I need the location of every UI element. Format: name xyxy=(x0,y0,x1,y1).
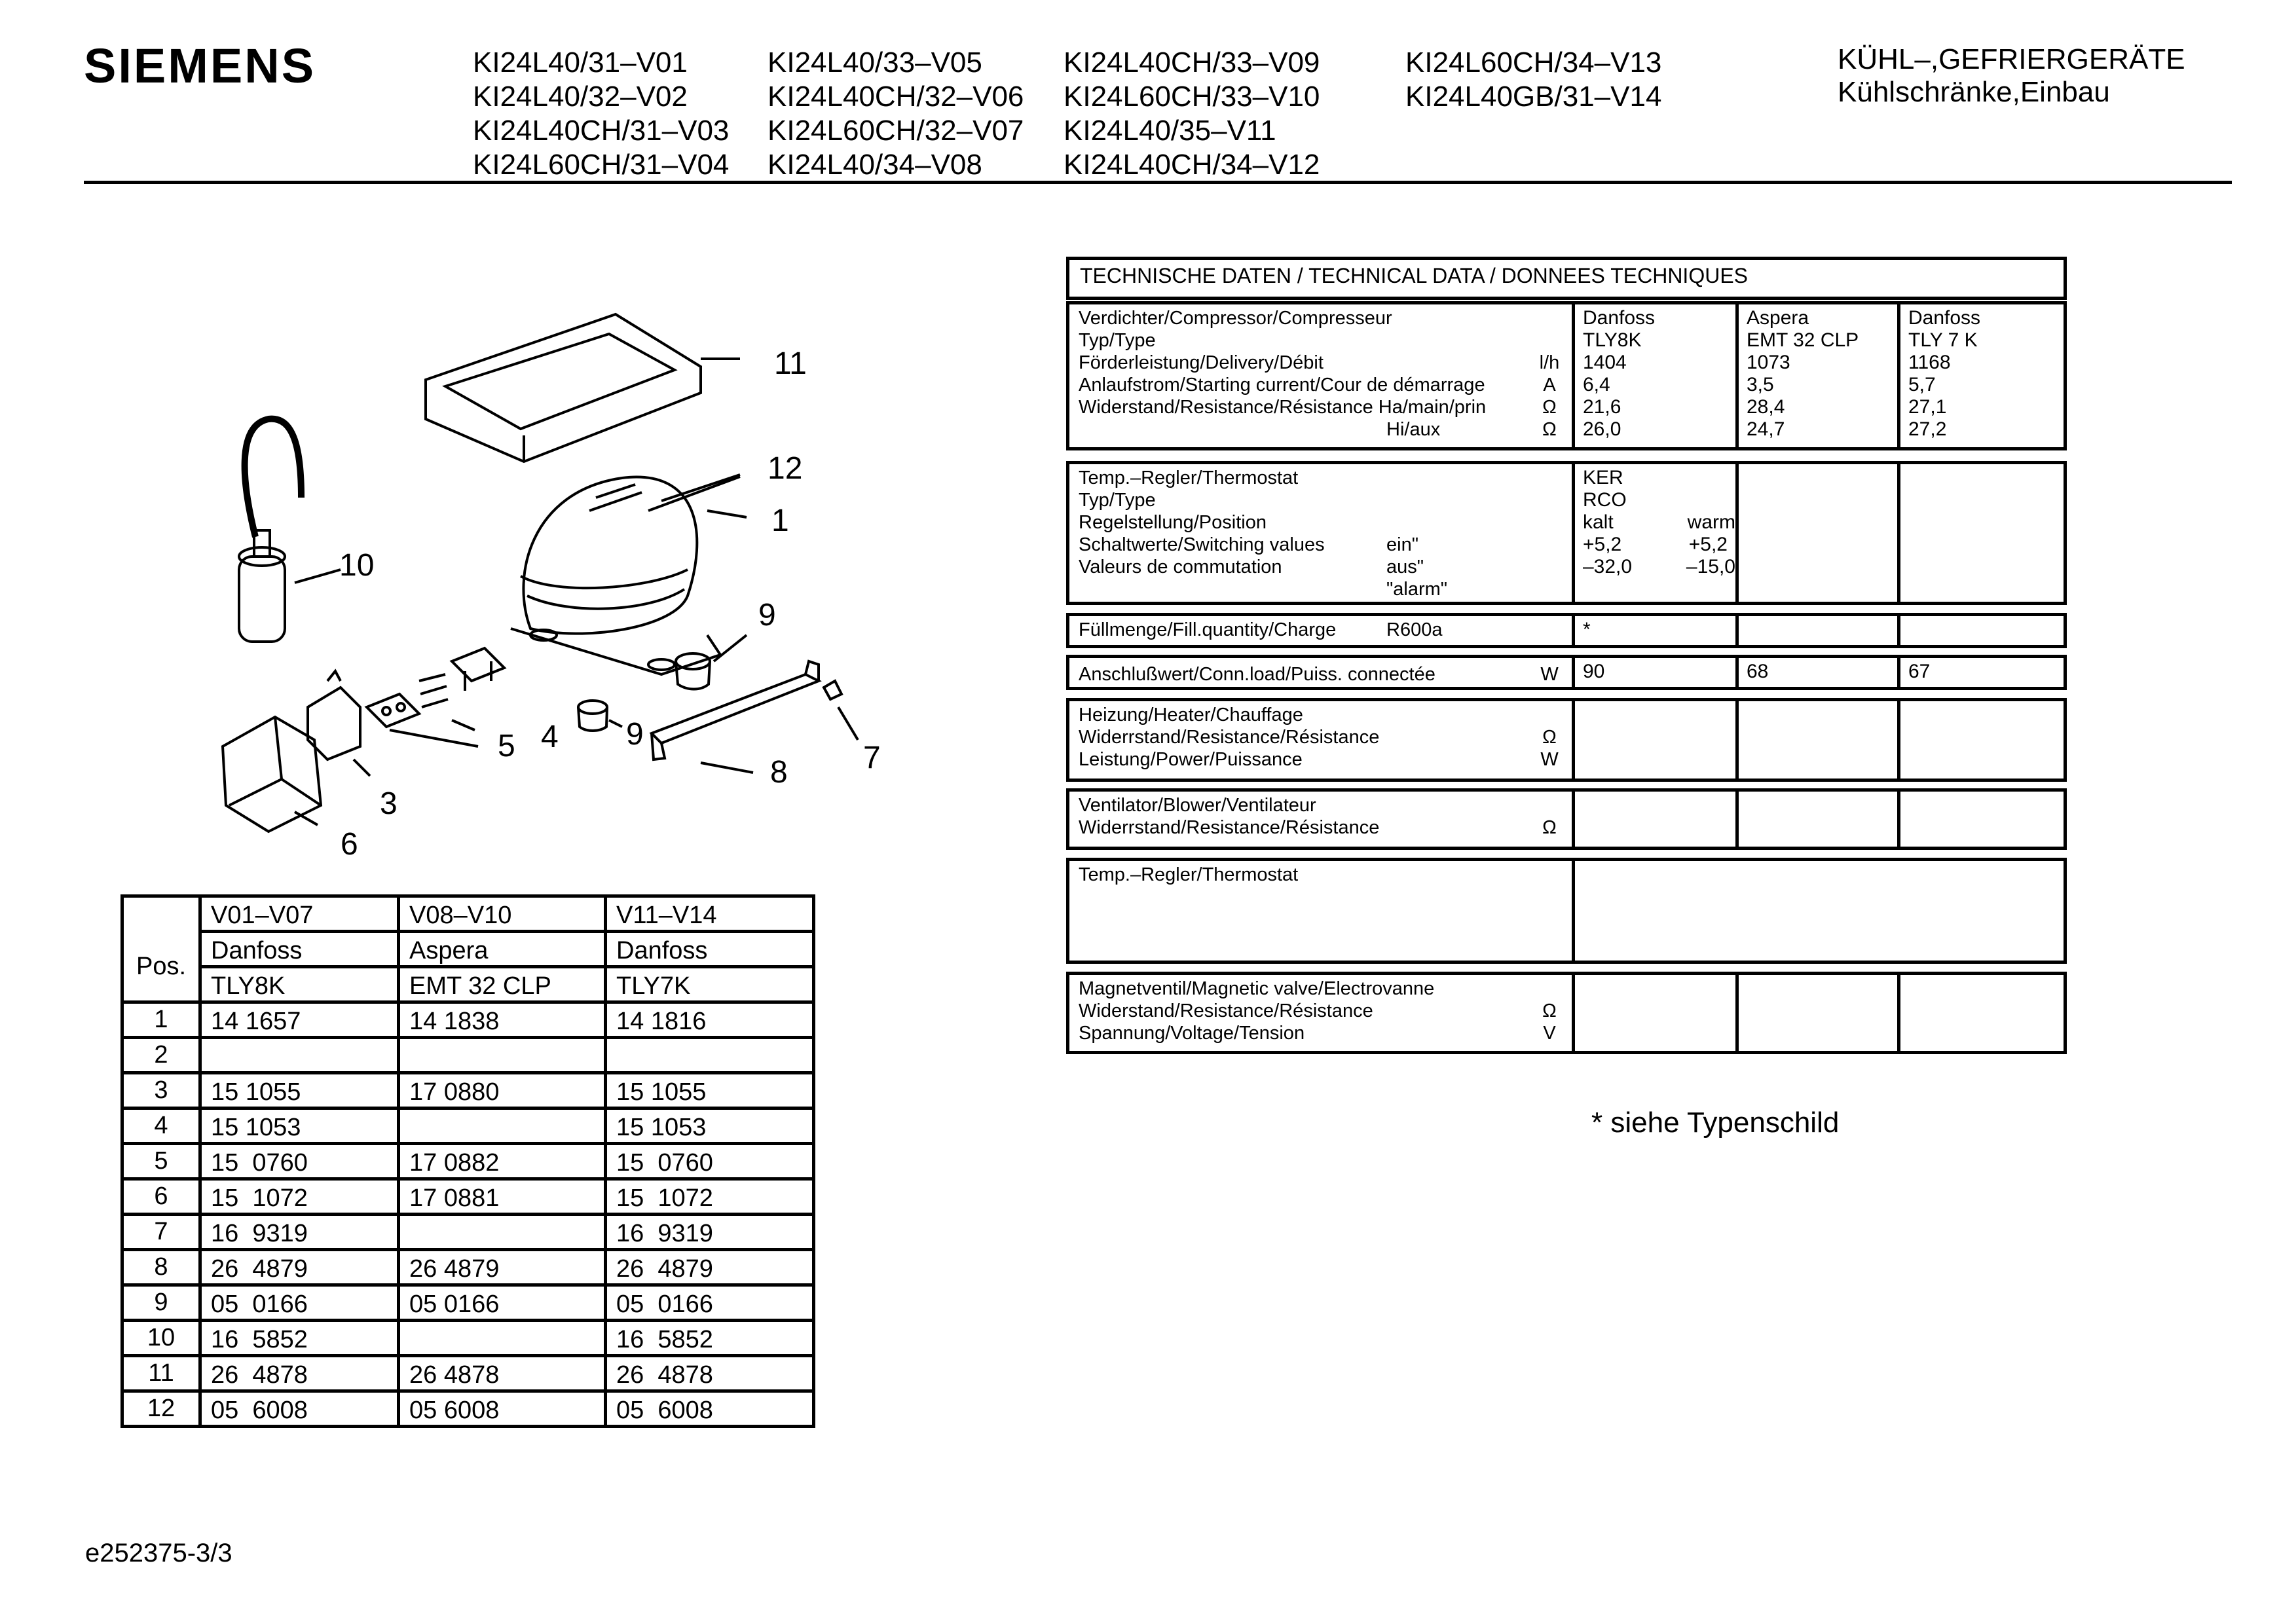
part-number-cell: 14 1657 xyxy=(200,1002,399,1038)
label-text: Anlaufstrom/Starting current/Cour de démarrage xyxy=(1079,375,1485,395)
unit: V xyxy=(1543,1023,1556,1044)
pos-cell: 3 xyxy=(122,1073,200,1108)
heater-labels xyxy=(1069,701,1575,779)
part-number-cell xyxy=(200,1038,399,1073)
unit: W xyxy=(1540,664,1559,685)
pos-cell: 8 xyxy=(122,1250,200,1285)
value: +5,2 xyxy=(1688,534,1728,555)
table-row xyxy=(122,1073,814,1108)
value: TLY8K xyxy=(1583,329,1642,351)
blower-labels xyxy=(1069,792,1575,847)
value: Danfoss xyxy=(1908,307,1981,329)
value: –32,0 xyxy=(1583,556,1633,577)
part-number-cell: 26 4878 xyxy=(399,1356,606,1391)
thermostat-labels xyxy=(1069,464,1575,602)
unit: Ω xyxy=(1542,419,1557,440)
part-number-cell: 05 0166 xyxy=(399,1285,606,1321)
model-column-4 xyxy=(1405,46,1661,114)
value: 90 xyxy=(1575,658,1739,687)
value xyxy=(1575,975,1739,1051)
type-header: TLY7K xyxy=(606,967,814,1002)
model-column-2 xyxy=(768,46,1024,182)
value xyxy=(1575,792,1739,847)
model-column-1 xyxy=(473,46,729,182)
table-row xyxy=(122,1356,814,1391)
model-code: KI24L40/32–V02 xyxy=(473,81,688,113)
category-line-1: KÜHL–,GEFRIERGERÄTE xyxy=(1838,43,2185,75)
part-number-cell: 15 0760 xyxy=(606,1144,814,1179)
value: KER xyxy=(1583,467,1623,488)
category-line-2: Kühlschränke,Einbau xyxy=(1838,76,2110,108)
part-number-cell: 15 1072 xyxy=(606,1179,814,1215)
part-number-cell: 26 4879 xyxy=(399,1250,606,1285)
model-code: KI24L40CH/32–V06 xyxy=(768,81,1024,113)
pos-cell: 10 xyxy=(122,1321,200,1356)
type-header: TLY8K xyxy=(200,967,399,1002)
compressor-labels xyxy=(1069,304,1575,447)
label-text: Ventilator/Blower/Ventilateur xyxy=(1079,795,1316,816)
brand-logo: SIEMENS xyxy=(84,39,316,93)
unit xyxy=(1536,704,1563,726)
tech-data-title-box xyxy=(1066,257,2067,300)
callout-label: 6 xyxy=(341,827,358,862)
part-number-cell: 15 0760 xyxy=(200,1144,399,1179)
part-number-cell: 05 0166 xyxy=(606,1285,814,1321)
table-row xyxy=(122,1144,814,1179)
label-text: Regelstellung/Position xyxy=(1079,512,1267,533)
value: 24,7 xyxy=(1747,418,1785,440)
value xyxy=(1900,616,2061,645)
value xyxy=(1900,975,2061,1051)
model-code: KI24L40/35–V11 xyxy=(1064,115,1276,147)
type-header: EMT 32 CLP xyxy=(399,967,606,1002)
valve-section xyxy=(1066,972,2067,1054)
part-number-cell xyxy=(399,1215,606,1250)
value: –15,0 xyxy=(1686,556,1735,577)
grommet-part xyxy=(578,701,607,731)
part-number-cell xyxy=(399,1108,606,1144)
part-number-cell: 05 0166 xyxy=(200,1285,399,1321)
value xyxy=(1900,701,2061,779)
value xyxy=(1575,701,1739,779)
table-row xyxy=(122,1321,814,1356)
table-row xyxy=(122,1250,814,1285)
value: 26,0 xyxy=(1583,418,1621,440)
model-code: KI24L40/33–V05 xyxy=(768,46,982,79)
pos-cell: 1 xyxy=(122,1002,200,1038)
clip-part xyxy=(824,681,842,699)
value: * xyxy=(1575,616,1739,645)
value: 1404 xyxy=(1583,352,1627,373)
part-number-cell: 15 1055 xyxy=(606,1073,814,1108)
unit: Ω xyxy=(1542,1000,1557,1021)
value: 1168 xyxy=(1908,352,1951,373)
value xyxy=(1739,975,1900,1051)
label-text: Magnetventil/Magnetic valve/Electrovanne xyxy=(1079,978,1435,999)
label-text: Widerrstand/Resistance/Résistance xyxy=(1079,727,1380,748)
make-header: Danfoss xyxy=(606,932,814,967)
make-header: Aspera xyxy=(399,932,606,967)
model-code: KI24L40/34–V08 xyxy=(768,149,982,181)
compressor-col-1 xyxy=(1575,304,1739,447)
blower-section xyxy=(1066,788,2067,850)
variant-header: V08–V10 xyxy=(399,896,606,932)
value: 3,5 xyxy=(1747,374,1774,395)
label-text: Verdichter/Compressor/Compresseur xyxy=(1079,308,1392,329)
part-number-cell xyxy=(606,1038,814,1073)
model-code: KI24L40CH/34–V12 xyxy=(1064,149,1320,181)
part-number-cell: 15 1053 xyxy=(606,1108,814,1144)
header-row xyxy=(122,896,814,932)
value: RCO xyxy=(1583,489,1627,511)
value: Danfoss xyxy=(1583,307,1656,329)
table-row xyxy=(122,1179,814,1215)
value: 27,1 xyxy=(1908,396,1947,418)
value: 6,4 xyxy=(1583,374,1610,395)
label-text: Schaltwerte/Switching values xyxy=(1079,534,1325,555)
label-text: Widerstand/Resistance/Résistance xyxy=(1079,1000,1373,1021)
part-number-cell: 14 1816 xyxy=(606,1002,814,1038)
part-number-cell: 16 5852 xyxy=(200,1321,399,1356)
variant-header: V01–V07 xyxy=(200,896,399,932)
value: EMT 32 CLP xyxy=(1747,329,1859,351)
value: 21,6 xyxy=(1583,396,1621,418)
pins-part xyxy=(419,674,448,707)
part-number-cell: 15 1055 xyxy=(200,1073,399,1108)
part-number-cell: 26 4878 xyxy=(606,1356,814,1391)
unit: l/h xyxy=(1539,352,1560,373)
compressor-section xyxy=(1066,301,2067,450)
part-number-cell: 05 6008 xyxy=(606,1391,814,1427)
header-row xyxy=(122,932,814,967)
connected-load-section xyxy=(1066,655,2067,690)
part-number-cell: 26 4879 xyxy=(606,1250,814,1285)
part-number-cell: 16 5852 xyxy=(606,1321,814,1356)
model-code: KI24L40GB/31–V14 xyxy=(1405,81,1662,113)
part-number-cell: 16 9319 xyxy=(200,1215,399,1250)
value: 5,7 xyxy=(1908,374,1936,395)
model-code: KI24L40CH/31–V03 xyxy=(473,115,730,147)
unit: Ω xyxy=(1542,817,1557,838)
label-text: Anschlußwert/Conn.load/Puiss. connectée xyxy=(1079,664,1435,685)
part-number-cell: 26 4878 xyxy=(200,1356,399,1391)
pos-cell: 7 xyxy=(122,1215,200,1250)
thermostat2-section xyxy=(1066,858,2067,964)
part-number-cell: 14 1838 xyxy=(399,1002,606,1038)
unit: A xyxy=(1543,375,1556,395)
model-code: KI24L60CH/33–V10 xyxy=(1064,81,1320,113)
model-code: KI24L60CH/32–V07 xyxy=(768,115,1024,147)
part-number-cell: 17 0880 xyxy=(399,1073,606,1108)
label-text: Widerstand/Resistance/Résistance Ha/main/prin xyxy=(1079,397,1487,418)
refrigerant: R600a xyxy=(1386,619,1443,640)
value xyxy=(1575,861,2061,961)
model-code: KI24L60CH/34–V13 xyxy=(1405,46,1662,79)
label-text: Temp.–Regler/Thermostat xyxy=(1079,864,1299,885)
value: 68 xyxy=(1739,658,1900,687)
compressor-col-2 xyxy=(1739,304,1900,447)
label-text: Förderleistung/Delivery/Débit xyxy=(1079,352,1324,373)
callout-label: 4 xyxy=(541,720,559,754)
unit: Ω xyxy=(1542,727,1557,748)
pos-cell: 4 xyxy=(122,1108,200,1144)
callout-label: 11 xyxy=(774,346,807,381)
variant-header: V11–V14 xyxy=(606,896,814,932)
thermostat2-label xyxy=(1069,861,1575,961)
value: 27,2 xyxy=(1908,418,1947,440)
value xyxy=(1739,701,1900,779)
value: Aspera xyxy=(1747,307,1809,329)
part-number-cell: 17 0882 xyxy=(399,1144,606,1179)
label-text: Typ/Type xyxy=(1079,490,1156,511)
value: 1073 xyxy=(1747,352,1790,373)
header-rule xyxy=(84,181,2232,184)
label-text: Widerrstand/Resistance/Résistance xyxy=(1079,817,1380,838)
parts-table xyxy=(120,894,815,1428)
part-number-cell: 17 0881 xyxy=(399,1179,606,1215)
compressor-part xyxy=(511,477,720,674)
header-row xyxy=(122,967,814,1002)
value: TLY 7 K xyxy=(1908,329,1978,351)
model-code: KI24L60CH/31–V04 xyxy=(473,149,730,181)
table-row xyxy=(122,1108,814,1144)
fill-quantity-section xyxy=(1066,613,2067,648)
part-number-cell: 05 6008 xyxy=(399,1391,606,1427)
heater-section xyxy=(1066,698,2067,782)
callout-label: 8 xyxy=(770,755,788,790)
label-text: Leistung/Power/Puissance xyxy=(1079,749,1303,770)
plug-block-part xyxy=(367,694,419,727)
value xyxy=(1739,616,1900,645)
callout-label: 1 xyxy=(771,504,789,538)
part-number-cell: 15 1072 xyxy=(200,1179,399,1215)
model-column-3 xyxy=(1064,46,1320,182)
label-text: aus" xyxy=(1386,557,1424,577)
make-header: Danfoss xyxy=(200,932,399,967)
label-text: "alarm" xyxy=(1386,579,1448,600)
fill-label xyxy=(1069,616,1575,645)
part-number-cell xyxy=(399,1038,606,1073)
label-text: Valeurs de commutation xyxy=(1079,557,1282,577)
callout-label: 9 xyxy=(758,598,776,632)
thermostat-col-2 xyxy=(1739,464,1900,602)
model-code: KI24L40CH/33–V09 xyxy=(1064,46,1320,79)
part-number-cell: 15 1053 xyxy=(200,1108,399,1144)
unit: W xyxy=(1540,749,1559,770)
table-row xyxy=(122,1038,814,1073)
callout-label: 10 xyxy=(339,548,375,583)
table-row xyxy=(122,1285,814,1321)
pos-cell: 2 xyxy=(122,1038,200,1073)
value: 28,4 xyxy=(1747,396,1785,418)
valve-labels xyxy=(1069,975,1575,1051)
value: +5,2 xyxy=(1583,534,1622,555)
pos-cell: 11 xyxy=(122,1356,200,1391)
callout-label: 5 xyxy=(498,729,515,763)
pos-cell: 12 xyxy=(122,1391,200,1427)
relay-cover-part xyxy=(223,717,321,832)
conn-label xyxy=(1069,658,1575,687)
pos-cell: 5 xyxy=(122,1144,200,1179)
document-id: e252375-3/3 xyxy=(85,1539,232,1567)
callout-label: 7 xyxy=(863,741,881,775)
label-text: Temp.–Regler/Thermostat xyxy=(1079,467,1299,488)
value xyxy=(1739,792,1900,847)
drip-tray-part xyxy=(426,314,701,462)
table-row xyxy=(122,1215,814,1250)
pos-cell: 6 xyxy=(122,1179,200,1215)
unit xyxy=(1536,794,1563,816)
value: warm xyxy=(1687,511,1735,533)
label-text: Hi/aux xyxy=(1386,419,1441,440)
category xyxy=(1838,43,2185,109)
label-text: Spannung/Voltage/Tension xyxy=(1079,1023,1305,1044)
model-code: KI24L40/31–V01 xyxy=(473,46,688,79)
unit: Ω xyxy=(1542,397,1557,418)
label-text: ein" xyxy=(1386,534,1418,555)
label-text: Typ/Type xyxy=(1079,330,1156,351)
callout-label: 3 xyxy=(380,786,398,821)
relay-cap-with-wire-part xyxy=(239,419,301,642)
thermostat-col-3 xyxy=(1900,464,2061,602)
callout-label: 12 xyxy=(768,451,803,486)
label-text: Füllmenge/Fill.quantity/Charge xyxy=(1079,619,1337,640)
type-plate-note: * siehe Typenschild xyxy=(1591,1107,1840,1139)
table-row xyxy=(122,1002,814,1038)
table-row xyxy=(122,1391,814,1427)
unit xyxy=(1536,978,1563,1000)
pos-header: Pos. xyxy=(122,896,200,1002)
label-text: Heizung/Heater/Chauffage xyxy=(1079,705,1303,725)
thermostat-col-1 xyxy=(1575,464,1739,602)
terminal-part xyxy=(452,648,504,691)
thermostat-section xyxy=(1066,461,2067,605)
part-number-cell: 05 6008 xyxy=(200,1391,399,1427)
pos-cell: 9 xyxy=(122,1285,200,1321)
value xyxy=(1900,792,2061,847)
tech-data-title: TECHNISCHE DATEN / TECHNICAL DATA / DONNEES TECHNIQUES xyxy=(1080,264,1748,287)
part-number-cell xyxy=(399,1321,606,1356)
callout-label: 9 xyxy=(626,717,644,752)
value: 67 xyxy=(1908,661,1931,682)
unit xyxy=(1536,307,1563,329)
part-number-cell: 26 4879 xyxy=(200,1250,399,1285)
compressor-col-3 xyxy=(1900,304,2061,447)
unit xyxy=(1536,329,1563,352)
value: kalt xyxy=(1583,511,1614,533)
part-number-cell: 16 9319 xyxy=(606,1215,814,1250)
